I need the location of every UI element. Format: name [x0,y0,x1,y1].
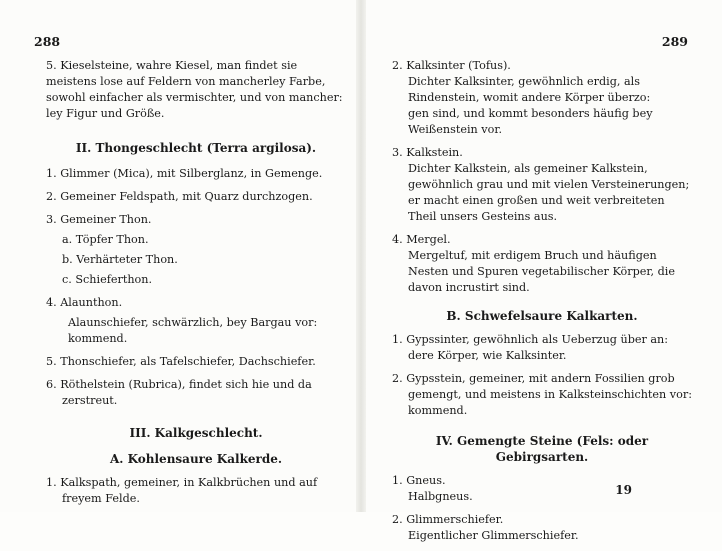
text-line: davon incrustirt sind. [408,281,530,294]
section-heading-thongeschlecht: II. Thongeschlecht (Terra argilosa). [75,141,317,155]
subsection-heading-kohlensaure: A. Kohlensaure Kalkerde. [109,452,283,466]
item-thonschiefer: 5. Thonschiefer, als Tafelschiefer, Dachschiefer. [46,355,316,368]
text-line: freyem Felde. [62,492,140,505]
text-line: 4. Alaunthon. [46,296,123,309]
subitem-toepfer-thon: a. Töpfer Thon. [62,233,149,246]
item-gypsstein [392,371,692,419]
text-line: dere Körper, wie Kalksinter. [408,349,567,362]
item-kalkstein [392,145,692,225]
left-page-number: 288 [34,34,61,49]
item-gemeiner-thon [46,212,346,288]
item-kieselsteine [46,58,346,122]
text-line: Dichter Kalksinter, gewöhnlich erdig, als [408,75,640,88]
item-roethelstein [46,377,346,409]
text-line: Gebirgsarten. [495,450,589,464]
item-alaunthon [46,295,346,347]
text-line: kommend. [408,404,468,417]
text-line: Nesten und Spuren vegetabilischer Körper, die [408,265,675,278]
text-line: er macht einen großen und weit verbreiteten [408,194,665,207]
item-glimmerschiefer [392,512,692,544]
text-line: 4. Mergel. [392,233,451,246]
text-line: 2. Glimmerschiefer. [392,513,504,526]
text-line: Theil unsers Gesteins aus. [408,210,558,223]
item-gypssinter [392,332,692,364]
subitem-verhaerteter-thon: b. Verhärteter Thon. [62,253,178,266]
text-line: gen sind, und kommt besonders häufig bey [408,107,653,120]
item-gneus [392,473,692,505]
section-heading-kalkgeschlecht: III. Kalkgeschlecht. [129,426,263,440]
item-kalksinter [392,58,692,138]
text-line: ley Figur und Größe. [46,107,165,120]
text-line: sowohl einfacher als vermischter, und von mancher: [46,91,343,104]
text-line: zerstreut. [62,394,118,407]
text-line: 1. Gypssinter, gewöhnlich als Ueberzug über an: [392,333,669,346]
text-line: Halbgneus. [408,490,473,503]
text-line: 6. Röthelstein (Rubrica), findet sich hie und da [46,378,312,391]
text-line: 1. Gneus. [392,474,446,487]
text-line: 1. Kalkspath, gemeiner, in Kalkbrüchen und auf [46,476,318,489]
item-mergel [392,232,692,296]
text-line: kommend. [68,332,128,345]
text-line: 3. Gemeiner Thon. [46,213,152,226]
item-feldspath: 2. Gemeiner Feldspath, mit Quarz durchzogen. [46,190,313,203]
text-line: Mergeltuf, mit erdigem Bruch und häufigen [408,249,657,262]
item-kalkspath [46,475,346,507]
signature-mark: 19 [615,483,632,497]
book-gutter [356,0,366,512]
text-line: meistens lose auf Feldern von mancherley Farbe, [46,75,326,88]
text-line: 3. Kalkstein. [392,146,463,159]
text-line: gemengt, und meistens in Kalksteinschichten vor: [408,388,692,401]
text-line: 2. Gypsstein, gemeiner, mit andern Fossilien grob [392,372,675,385]
text-line: IV. Gemengte Steine (Fels: oder [435,434,649,448]
text-line: Alaunschiefer, schwärzlich, bey Bargau vor: [68,316,318,329]
item-glimmer: 1. Glimmer (Mica), mit Silberglanz, in Gemenge. [46,167,323,180]
text-line: Rindenstein, womit andere Körper überzo: [408,91,651,104]
text-line: Weißenstein vor. [408,123,503,136]
subsection-heading-schwefelsaure: B. Schwefelsaure Kalkarten. [446,309,638,323]
subitem-schieferthon: c. Schieferthon. [62,273,153,286]
text-line: 2. Kalksinter (Tofus). [392,59,511,72]
right-page-number: 289 [661,34,688,49]
text-line: Eigentlicher Glimmerschiefer. [408,529,579,542]
text-line: gewöhnlich grau und mit vielen Versteinerungen; [408,178,690,191]
text-line: 5. Kieselsteine, wahre Kiesel, man findet sie [46,59,298,72]
text-line: Dichter Kalkstein, als gemeiner Kalkstein, [408,162,648,175]
section-heading-gemengte-steine [392,433,692,465]
